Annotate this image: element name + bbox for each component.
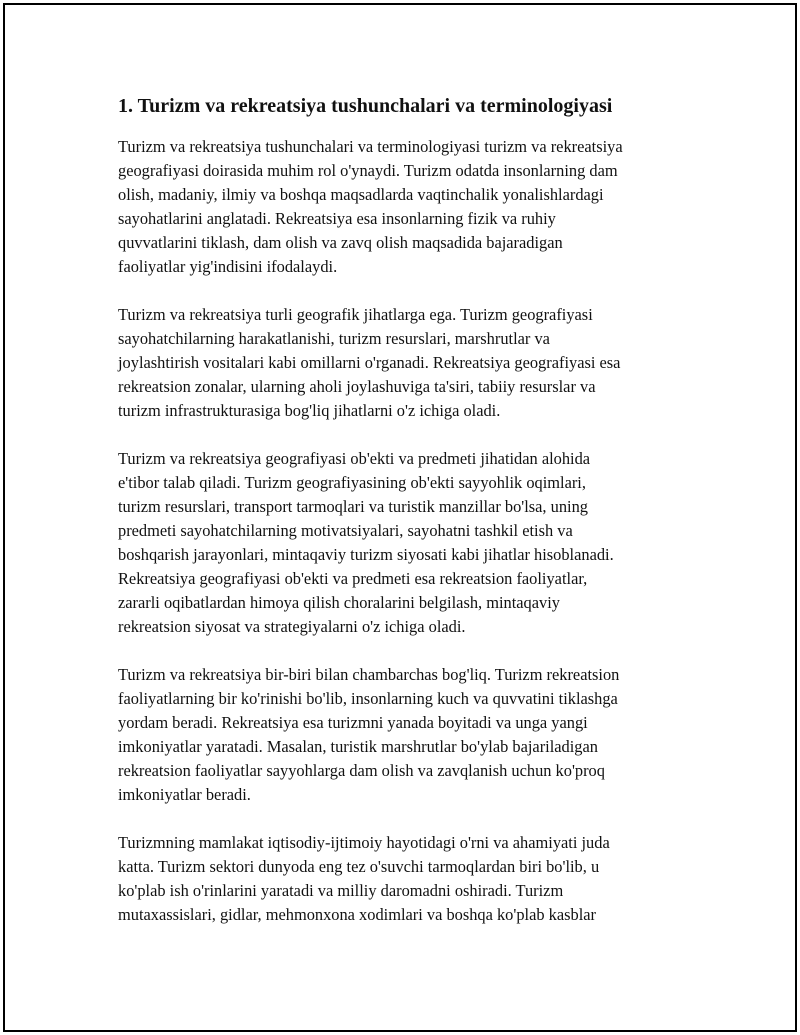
text-line: predmeti sayohatchilarning motivatsiyalari, sayohatni tashkil etish va	[118, 521, 573, 540]
paragraph-1	[118, 135, 698, 279]
text-line: quvvatlarini tiklash, dam olish va zavq olish maqsadida bajaradigan	[118, 233, 563, 252]
text-line: yordam beradi. Rekreatsiya esa turizmni yanada boyitadi va unga yangi	[118, 713, 588, 732]
text-line: rekreatsion zonalar, ularning aholi joylashuviga ta'siri, tabiiy resurslar va	[118, 377, 596, 396]
text-line: geografiyasi doirasida muhim rol o'ynaydi. Turizm odatda insonlarning dam	[118, 161, 618, 180]
document-content	[118, 94, 698, 951]
text-line: faoliyatlar yig'indisini ifodalaydi.	[118, 257, 338, 276]
paragraph-3	[118, 447, 698, 639]
paragraph-4	[118, 663, 698, 807]
text-line: e'tibor talab qiladi. Turizm geografiyasining ob'ekti sayyohlik oqimlari,	[118, 473, 586, 492]
text-line: sayohatlarini anglatadi. Rekreatsiya esa insonlarning fizik va ruhiy	[118, 209, 556, 228]
paragraph-5	[118, 831, 698, 927]
text-line: imkoniyatlar beradi.	[118, 785, 251, 804]
paragraph-2	[118, 303, 698, 423]
text-line: Rekreatsiya geografiyasi ob'ekti va predmeti esa rekreatsion faoliyatlar,	[118, 569, 588, 588]
text-line: olish, madaniy, ilmiy va boshqa maqsadlarda vaqtinchalik yonalishlardagi	[118, 185, 604, 204]
text-line: turizm resurslari, transport tarmoqlari va turistik manzillar bo'lsa, uning	[118, 497, 588, 516]
text-line: katta. Turizm sektori dunyoda eng tez o'suvchi tarmoqlardan biri bo'lib, u	[118, 857, 600, 876]
section-title: 1. Turizm va rekreatsiya tushunchalari va terminologiyasi	[118, 95, 613, 117]
text-line: imkoniyatlar yaratadi. Masalan, turistik marshrutlar bo'ylab bajariladigan	[118, 737, 598, 756]
text-line: Turizm va rekreatsiya tushunchalari va terminologiyasi turizm va rekreatsiya	[118, 137, 623, 156]
text-line: rekreatsion faoliyatlar sayyohlarga dam olish va zavqlanish uchun ko'proq	[118, 761, 605, 780]
text-line: sayohatchilarning harakatlanishi, turizm resurslari, marshrutlar va	[118, 329, 550, 348]
text-line: zararli oqibatlardan himoya qilish choralarini belgilash, mintaqaviy	[118, 593, 560, 612]
text-line: Turizm va rekreatsiya bir-biri bilan chambarchas bog'liq. Turizm rekreatsion	[118, 665, 620, 684]
text-line: Turizm va rekreatsiya geografiyasi ob'ekti va predmeti jihatidan alohida	[118, 449, 591, 468]
text-line: turizm infrastrukturasiga bog'liq jihatlarni o'z ichiga oladi.	[118, 401, 501, 420]
text-line: faoliyatlarning bir ko'rinishi bo'lib, insonlarning kuch va quvvatini tiklashga	[118, 689, 618, 708]
text-line: mutaxassislari, gidlar, mehmonxona xodimlari va boshqa ko'plab kasblar	[118, 905, 596, 924]
text-line: boshqarish jarayonlari, mintaqaviy turizm siyosati kabi jihatlar hisoblanadi.	[118, 545, 614, 564]
text-line: joylashtirish vositalari kabi omillarni o'rganadi. Rekreatsiya geografiyasi esa	[118, 353, 621, 372]
text-line: rekreatsion siyosat va strategiyalarni o'z ichiga oladi.	[118, 617, 466, 636]
text-line: Turizm va rekreatsiya turli geografik jihatlarga ega. Turizm geografiyasi	[118, 305, 593, 324]
text-line: Turizmning mamlakat iqtisodiy-ijtimoiy hayotidagi o'rni va ahamiyati juda	[118, 833, 610, 852]
text-line: ko'plab ish o'rinlarini yaratadi va milliy daromadni oshiradi. Turizm	[118, 881, 564, 900]
